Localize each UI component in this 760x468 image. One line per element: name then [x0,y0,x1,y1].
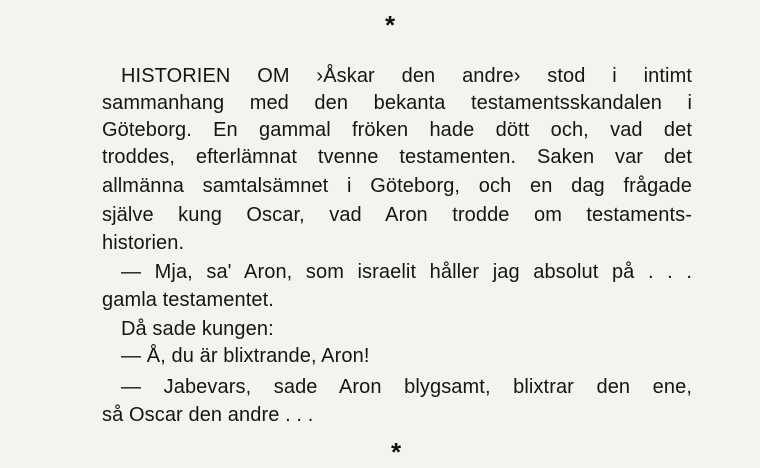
text-line-4: troddes, efterlämnat tvenne testamenten. Saken var det [102,146,692,168]
text-line-5: allmänna samtalsämnet i Göteborg, och en dag frågade [102,175,692,197]
section-separator-bottom: * [391,437,402,467]
text-line-6: själve kung Oscar, vad Aron trodde om testaments- [102,204,692,226]
text-line-9: gamla testamentet. [102,289,274,311]
dialogue-line-3: — Jabevars, sade Aron blygsamt, blixtrar den ene, [121,376,692,398]
dialogue-line-1: — Mja, sa' Aron, som israelit håller jag absolut på . . . [121,261,692,283]
text-line-2: sammanhang med den bekanta testamentsskandalen i [102,92,692,114]
dialogue-line-2: — Å, du är blixtrande, Aron! [121,345,370,367]
section-separator-top: * [385,10,396,40]
text-line-1: HISTORIEN OM ›Åskar den andre› stod i intimt [121,65,692,87]
text-line-7: historien. [102,232,185,254]
text-line-13: så Oscar den andre . . . [102,404,314,426]
text-line-10: Då sade kungen: [121,318,274,340]
text-line-3: Göteborg. En gammal fröken hade dött och, vad det [102,119,692,141]
